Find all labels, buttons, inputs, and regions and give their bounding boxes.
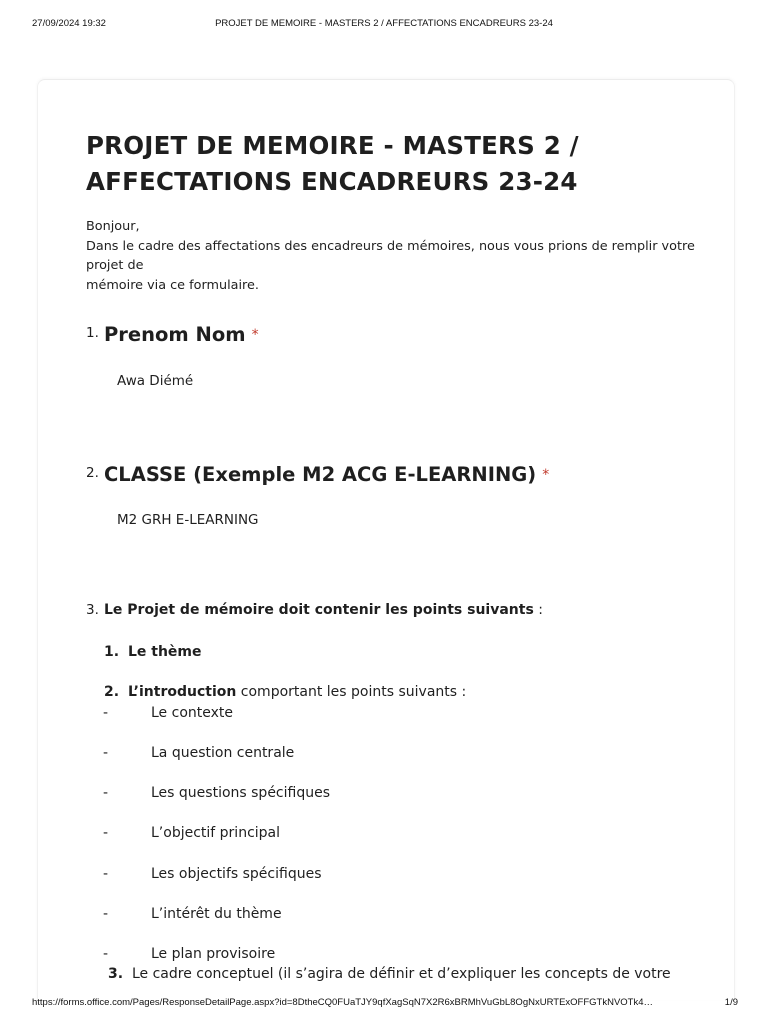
print-datetime: 27/09/2024 19:32 (32, 18, 106, 29)
bullet-dash: - (103, 946, 109, 962)
print-footer (0, 997, 768, 1011)
question-3-lead-bold: Le Projet de mémoire doit contenir les points suivants (104, 602, 534, 618)
bullet-dash: - (103, 825, 109, 841)
list-item-rest: Le cadre conceptuel (il s’agira de définir et d’expliquer les concepts de votre (131, 966, 671, 982)
bullet-dash: - (103, 705, 109, 721)
print-page-title: PROJET DE MEMOIRE - MASTERS 2 / AFFECTATIONS ENCADREURS 23-24 (215, 18, 553, 29)
list-item (104, 684, 466, 700)
form-title (86, 128, 646, 200)
print-header (0, 18, 768, 32)
question-1-number: 1. (86, 325, 99, 341)
form-title-line-1: PROJET DE MEMOIRE - MASTERS 2 / (86, 131, 579, 160)
bullet-dash: - (103, 906, 109, 922)
bullet-dash: - (103, 785, 109, 801)
sub-point: Le contexte (151, 705, 233, 721)
list-item-bold: Le thème (127, 644, 202, 660)
print-url: https://forms.office.com/Pages/ResponseDetailPage.aspx?id=8DtheCQ0FUaTJY9qfXagSqN7X2R6xBRMhVuGbL8OgNxURTExOFFGTkNVOTk4… (32, 997, 654, 1008)
intro-line: Dans le cadre des affectations des encadreurs de mémoires, nous vous prions de remplir votre projet de (86, 238, 695, 273)
question-2-answer: M2 GRH E-LEARNING (117, 512, 259, 528)
sub-point: La question centrale (151, 745, 295, 761)
question-1-label: Prenom Nom (104, 323, 246, 346)
intro-greeting: Bonjour, (86, 219, 140, 234)
list-item-number: 2. (104, 684, 120, 700)
question-2-number: 2. (86, 465, 99, 481)
print-page-number: 1/9 (724, 997, 738, 1008)
question-1-answer: Awa Diémé (117, 373, 194, 389)
bullet-dash: - (103, 745, 109, 761)
question-1-title (104, 323, 259, 346)
sub-point: Le plan provisoire (151, 946, 276, 962)
form-description (86, 217, 726, 295)
required-asterisk: * (542, 467, 550, 483)
list-item (108, 966, 671, 982)
question-3-lead-rest: : (533, 602, 543, 618)
intro-line: mémoire via ce formulaire. (86, 277, 259, 293)
required-asterisk: * (251, 327, 259, 343)
bullet-dash: - (103, 866, 109, 882)
sub-point: Les objectifs spécifiques (151, 866, 322, 882)
question-2-label: CLASSE (Exemple M2 ACG E-LEARNING) (104, 463, 537, 486)
question-2-title (104, 463, 549, 486)
list-item-rest: comportant les points suivants : (236, 684, 467, 700)
list-item-bold: L’introduction (127, 684, 237, 700)
list-item-number: 1. (104, 644, 120, 660)
list-item-number: 3. (108, 966, 124, 982)
sub-point: Les questions spécifiques (151, 785, 331, 801)
list-item (104, 644, 202, 660)
question-3-number: 3. (86, 602, 99, 618)
question-3-title (104, 602, 543, 618)
sub-point: L’objectif principal (151, 825, 281, 841)
sub-point: L’intérêt du thème (151, 906, 282, 922)
form-title-line-2: AFFECTATIONS ENCADREURS 23-24 (86, 167, 578, 196)
